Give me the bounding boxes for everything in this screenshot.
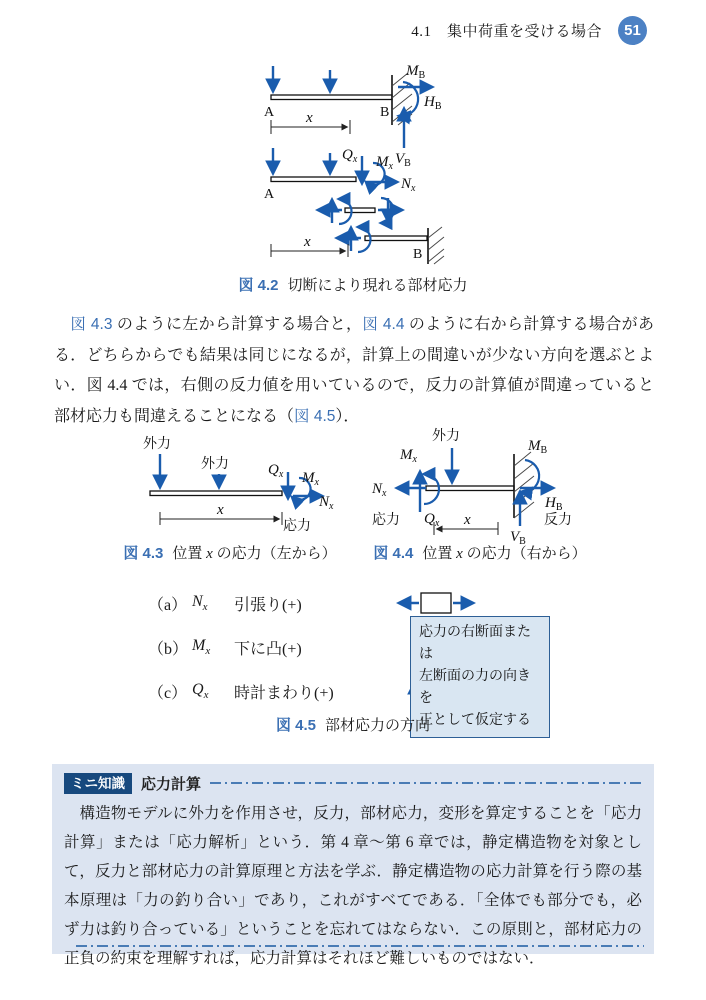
- label-VB: $V_B$: [510, 529, 526, 546]
- label-VB: $V_B$: [395, 151, 411, 169]
- label-Mx: $M_x$: [192, 636, 211, 658]
- figure-4-5-label: 図 4.5: [275, 717, 316, 734]
- dash-dot-rule-bottom: [76, 945, 644, 947]
- label-x: x: [304, 234, 311, 250]
- label-stress: 応力: [372, 513, 400, 528]
- sign-convention-note: 応力の右断面または 左断面の力の向きを 正として仮定する: [410, 616, 550, 738]
- fixed-support: [428, 227, 444, 264]
- figure-ref-4-5: 図 4.5: [294, 407, 336, 425]
- label-reaction: 反力: [544, 513, 572, 528]
- mini-knowledge-body: 構造物モデルに外力を作用させ，反力，部材応力，変形を算定することを「応力計算」または「応力解析」という．第 4 章～第 6 章では，静定構造物を対象として，反力と部材応力の計算原理と方法を学ぶ．静定構造物の応力計算を行う際の基本原理は「力の釣り合い」であり，これがすべてである．「全体でも部分でも，必ず力は釣り合っている」ということを忘れてはならない．この原則と，部材応力の正負の約束を理解すれば，応力計算はそれほど難しいものではない．: [64, 805, 642, 967]
- figure-4-3-caption: 図 4.3 位置 x の応力（左から）: [123, 545, 337, 562]
- fig45-row-c: （c） $Q_x$ 時計まわり(+): [148, 676, 482, 706]
- label-A: A: [264, 105, 275, 120]
- beam: [271, 177, 356, 182]
- label-Nx: $N_x$: [372, 481, 387, 499]
- figure-4-4-label: 図 4.4: [373, 545, 414, 562]
- label-MB: $M_B$: [406, 63, 426, 81]
- mini-knowledge-title: 応力計算: [141, 775, 202, 793]
- label-stress: 応力: [283, 519, 311, 534]
- label-HB: $H_B$: [545, 495, 563, 513]
- figure-4-4-diagram: [368, 426, 598, 546]
- label-x: x: [306, 110, 313, 126]
- label-Nx: $N_x$: [192, 592, 208, 614]
- beam: [150, 491, 282, 496]
- fig45-row-a: （a） $N_x$ 引張り(+): [148, 588, 482, 618]
- fig45-row-b: （b） $M_x$ 下に凸(+): [148, 632, 482, 662]
- cut-beam-right-part: [271, 227, 444, 264]
- beam-element-both-faces: [318, 198, 402, 224]
- label-Qx: $Q_x$: [268, 462, 284, 480]
- label-A: A: [264, 187, 275, 202]
- label-B: B: [413, 247, 423, 262]
- label-Qx: $Q_x$: [342, 147, 358, 165]
- label-x: x: [464, 512, 471, 528]
- element: [345, 208, 375, 213]
- label-Qx: $Q_x$: [192, 680, 209, 702]
- figure-4-5-caption: 図 4.5 部材応力の方向: [275, 717, 431, 734]
- figure-ref-4-4: 図 4.4: [362, 316, 405, 333]
- figure-4-2-diagram: [240, 62, 520, 274]
- figure-4-4-caption: 図 4.4 位置 x の応力（右から）: [373, 545, 587, 562]
- mini-knowledge-header: [64, 771, 642, 795]
- running-head: 4.1 集中荷重を受ける場合: [411, 24, 602, 40]
- label-Nx: $N_x$: [319, 494, 334, 512]
- figure-4-3-label: 図 4.3: [123, 545, 164, 562]
- label-Mx: $M_x$: [376, 154, 393, 172]
- cut-beam-left-part: [264, 147, 416, 202]
- label-Mx: $M_x$: [400, 447, 417, 465]
- label-x: x: [217, 502, 224, 518]
- label-Qx: $Q_x$: [424, 511, 440, 529]
- label-Mx: $M_x$: [302, 470, 319, 488]
- figure-4-2-caption: 図 4.2 切断により現れる部材応力: [238, 277, 468, 294]
- label-external-force: 外力: [143, 437, 171, 452]
- label-B: B: [380, 105, 390, 120]
- mini-knowledge-box: [52, 764, 654, 967]
- label-MB: $M_B$: [528, 438, 548, 456]
- figure-4-2-label: 図 4.2: [238, 277, 279, 294]
- body-paragraph: 図 4.3 のように左から計算する場合と，図 4.4 のように右から計算する場合がある．どちらからでも結果は同じになるが，計算上の間違いが少ない方向を選ぶとよい．図 4.4 では，右側の反力値を用いているので，反力の計算値が間違っていると部材応力も間違えることになる（図 4.5）．: [54, 316, 654, 425]
- mini-knowledge-badge: ミニ知識: [64, 773, 132, 794]
- figure-4-3-diagram: [133, 430, 338, 542]
- beam: [271, 95, 392, 100]
- figure-ref-4-3: 図 4.3: [70, 316, 113, 333]
- label-Nx: $N_x$: [401, 176, 416, 194]
- tension-icon: [390, 588, 482, 618]
- dash-dot-rule: [210, 782, 642, 784]
- label-external-force: 外力: [432, 429, 460, 444]
- page-number-badge: 51: [618, 16, 647, 45]
- beam: [365, 236, 427, 241]
- label-external-force: 外力: [201, 457, 229, 472]
- label-HB: $H_B$: [424, 94, 442, 112]
